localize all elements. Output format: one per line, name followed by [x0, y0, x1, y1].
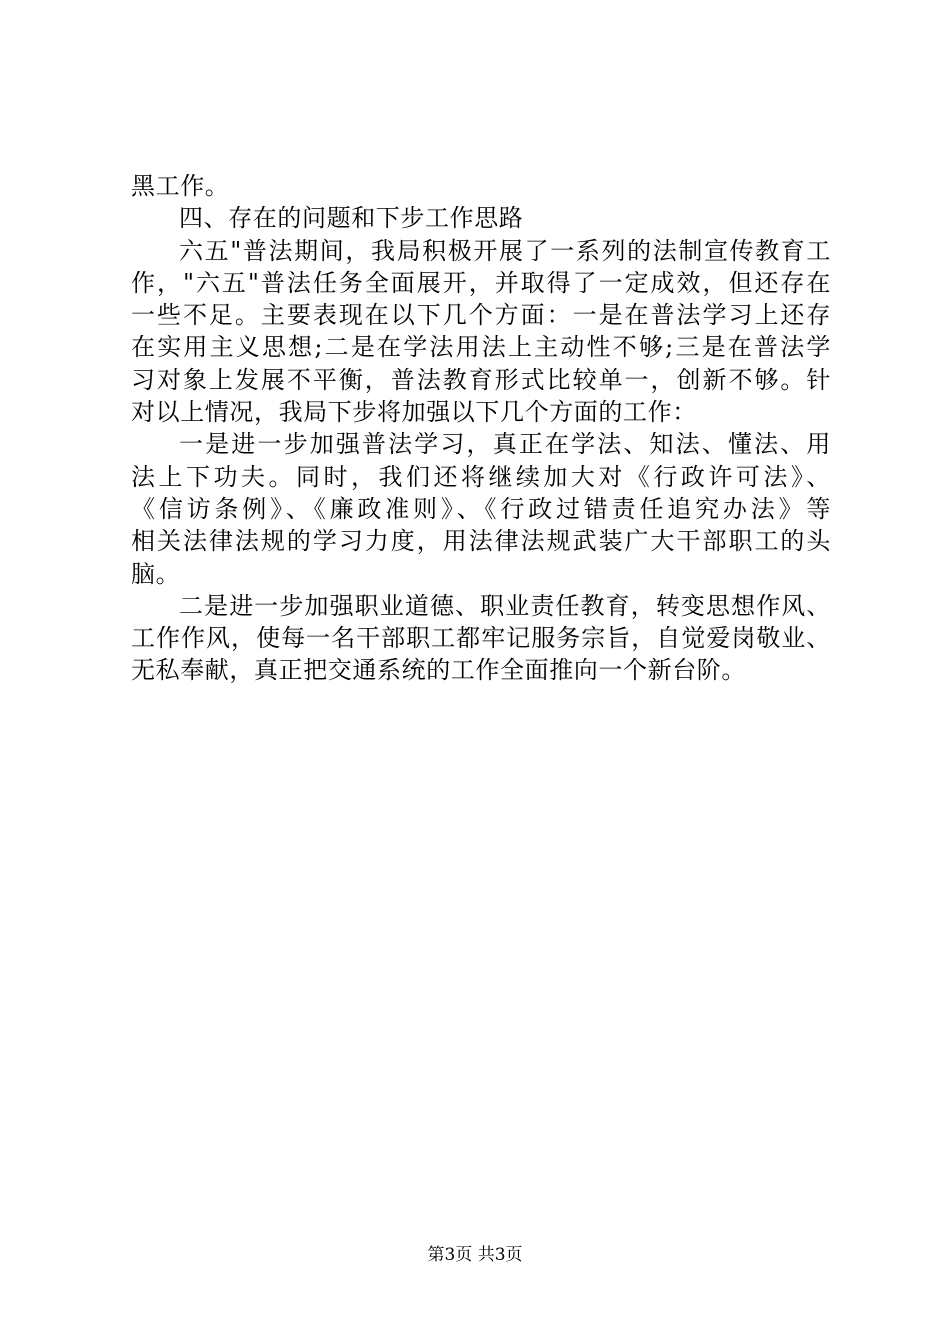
- text-line: 《信访条例》、《廉政准则》、《行政过错责任追究办法》等: [131, 494, 831, 523]
- page-number: 第3页 共3页: [427, 1245, 523, 1265]
- text-line: 六五"普法期间，我局积极开展了一系列的法制宣传教育工: [179, 236, 831, 265]
- text-line: 黑工作。: [131, 172, 230, 200]
- text-line: 在实用主义思想;二是在学法用法上主动性不够;三是在普法学: [131, 333, 831, 362]
- text-line: 对以上情况，我局下步将加强以下几个方面的工作：: [131, 398, 697, 427]
- page-footer: [0, 1244, 950, 1266]
- text-line: 脑。: [131, 559, 181, 588]
- text-line: 工作作风，使每一名干部职工都牢记服务宗旨，自觉爱岗敬业、: [131, 624, 831, 653]
- text-line: 无私奉献，真正把交通系统的工作全面推向一个新台阶。: [131, 656, 746, 685]
- text-line: 作，"六五"普法任务全面展开，并取得了一定成效，但还存在: [131, 268, 831, 297]
- document-body: [131, 170, 831, 687]
- text-line: 一是进一步加强普法学习，真正在学法、知法、懂法、用: [179, 430, 831, 459]
- text-line: 二是进一步加强职业道德、职业责任教育，转变思想作风、: [179, 591, 831, 620]
- text-line: 习对象上发展不平衡，普法教育形式比较单一，创新不够。针: [131, 365, 831, 394]
- text-line: 一些不足。主要表现在以下几个方面：一是在普法学习上还存: [131, 301, 831, 330]
- text-line: 相关法律法规的学习力度，用法律法规武装广大干部职工的头: [131, 527, 831, 556]
- section-heading: 四、存在的问题和下步工作思路: [179, 204, 524, 233]
- text-line: 法上下功夫。同时，我们还将继续加大对《行政许可法》、: [131, 462, 831, 491]
